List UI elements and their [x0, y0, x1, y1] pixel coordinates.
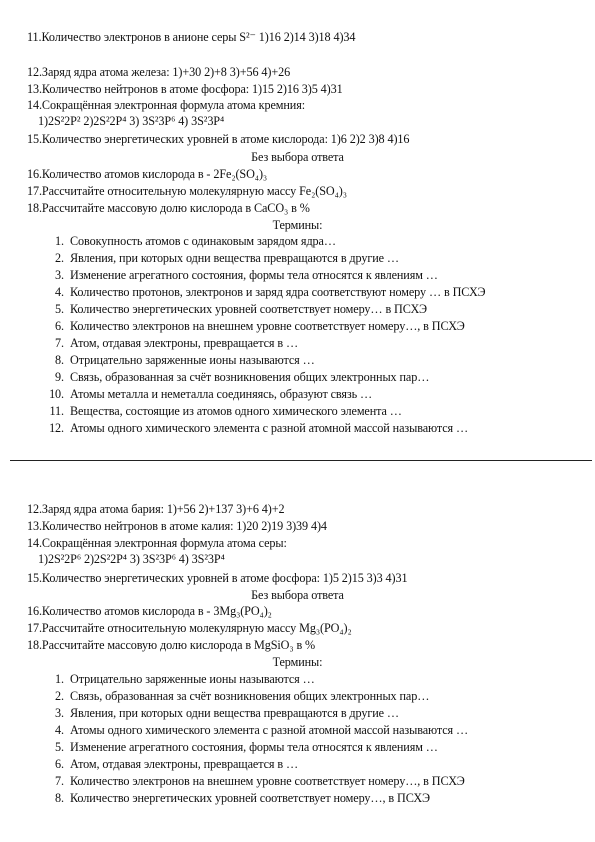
s2-term-item: 3. Явления, при которых одни вещества превращаются в другие … — [55, 706, 400, 720]
s1-term-item: 3. Изменение агрегатного состояния, формы тела относятся к явлениям … — [55, 268, 438, 282]
s1-term-item: 2. Явления, при которых одни вещества превращаются в другие … — [55, 251, 400, 265]
s2-term-item: 8. Количество энергетических уровней соответствует номеру…, в ПСХЭ — [55, 791, 430, 805]
section-divider — [10, 460, 592, 461]
s2-no-choice-heading: Без выбора ответа — [251, 588, 344, 602]
s1-term-item: 11. Вещества, состоящие из атомов одного химического элемента … — [49, 404, 402, 418]
s1-term-item: 4. Количество протонов, электронов и заряд ядра соответствуют номеру … в ПСХЭ — [55, 285, 486, 299]
s2-question-12: 12.Заряд ядра атома бария: 1)+56 2)+137 3)+6 4)+2 — [27, 502, 285, 516]
s2-term-item: 6. Атом, отдавая электроны, превращается в … — [55, 757, 299, 771]
s1-no-choice-heading: Без выбора ответа — [251, 150, 344, 164]
s2-term-item: 2. Связь, образованная за счёт возникновения общих электронных пар… — [55, 689, 430, 703]
s1-term-item: 9. Связь, образованная за счёт возникновения общих электронных пар… — [55, 370, 430, 384]
s2-question-17: 17.Рассчитайте относительную молекулярную массу Mg₃(PO₄)₂ — [27, 621, 352, 635]
s1-question-17: 17.Рассчитайте относительную молекулярную массу Fe₂(SO₄)₃ — [27, 184, 347, 198]
s2-term-item: 4. Атомы одного химического элемента с разной атомной массой называются … — [55, 723, 469, 737]
s1-question-12: 12.Заряд ядра атома железа: 1)+30 2)+8 3)+56 4)+26 — [27, 65, 291, 79]
s1-term-item: 12. Атомы одного химического элемента с разной атомной массой называются … — [49, 421, 469, 435]
s2-term-item: 7. Количество электронов на внешнем уровне соответствует номеру…, в ПСХЭ — [55, 774, 465, 788]
s2-question-15: 15.Количество энергетических уровней в атоме фосфора: 1)5 2)15 3)3 4)31 — [27, 571, 408, 585]
s1-question-14-options: 1)2S²2P² 2)2S²2P⁴ 3) 3S²3P⁶ 4) 3S²3P⁴ — [38, 114, 225, 128]
s1-question-13: 13.Количество нейтронов в атоме фосфора: 1)15 2)16 3)5 4)31 — [27, 82, 343, 96]
s1-term-item: 7. Атом, отдавая электроны, превращается в … — [55, 336, 299, 350]
s1-question-14: 14.Сокращённая электронная формула атома кремния: — [27, 98, 305, 112]
s2-terms-title: Термины: — [272, 655, 323, 669]
s2-term-item: 1. Отрицательно заряженные ионы называются … — [55, 672, 315, 686]
s2-question-16: 16.Количество атомов кислорода в - 3Mg₃(PO₄)₂ — [27, 604, 272, 618]
s1-question-16: 16.Количество атомов кислорода в - 2Fe₂(SO₄)₃ — [27, 167, 268, 181]
s2-question-13: 13.Количество нейтронов в атоме калия: 1)20 2)19 3)39 4)4 — [27, 519, 327, 533]
s2-question-18: 18.Рассчитайте массовую долю кислорода в MgSiO₃ в % — [27, 638, 316, 652]
s2-question-14: 14.Сокращённая электронная формула атома серы: — [27, 536, 287, 550]
s1-term-item: 10. Атомы металла и неметалла соединяясь, образуют связь … — [49, 387, 373, 401]
s2-question-14-options: 1)2S²2P⁶ 2)2S²2P⁴ 3) 3S²3P⁶ 4) 3S²3P⁴ — [38, 552, 225, 566]
s1-question-11: 11.Количество электронов в анионе серы S²⁻ 1)16 2)14 3)18 4)34 — [27, 30, 356, 44]
s1-term-item: 8. Отрицательно заряженные ионы называются … — [55, 353, 315, 367]
s1-term-item: 5. Количество энергетических уровней соответствует номеру… в ПСХЭ — [55, 302, 427, 316]
s1-question-18: 18.Рассчитайте массовую долю кислорода в CaCO₃ в % — [27, 201, 310, 215]
s1-terms-title: Термины: — [272, 218, 323, 232]
s2-term-item: 5. Изменение агрегатного состояния, формы тела относятся к явлениям … — [55, 740, 438, 754]
s1-term-item: 6. Количество электронов на внешнем уровне соответствует номеру…, в ПСХЭ — [55, 319, 465, 333]
s1-term-item: 1. Совокупность атомов с одинаковым зарядом ядра… — [55, 234, 336, 248]
s1-question-15: 15.Количество энергетических уровней в атоме кислорода: 1)6 2)2 3)8 4)16 — [27, 132, 410, 146]
